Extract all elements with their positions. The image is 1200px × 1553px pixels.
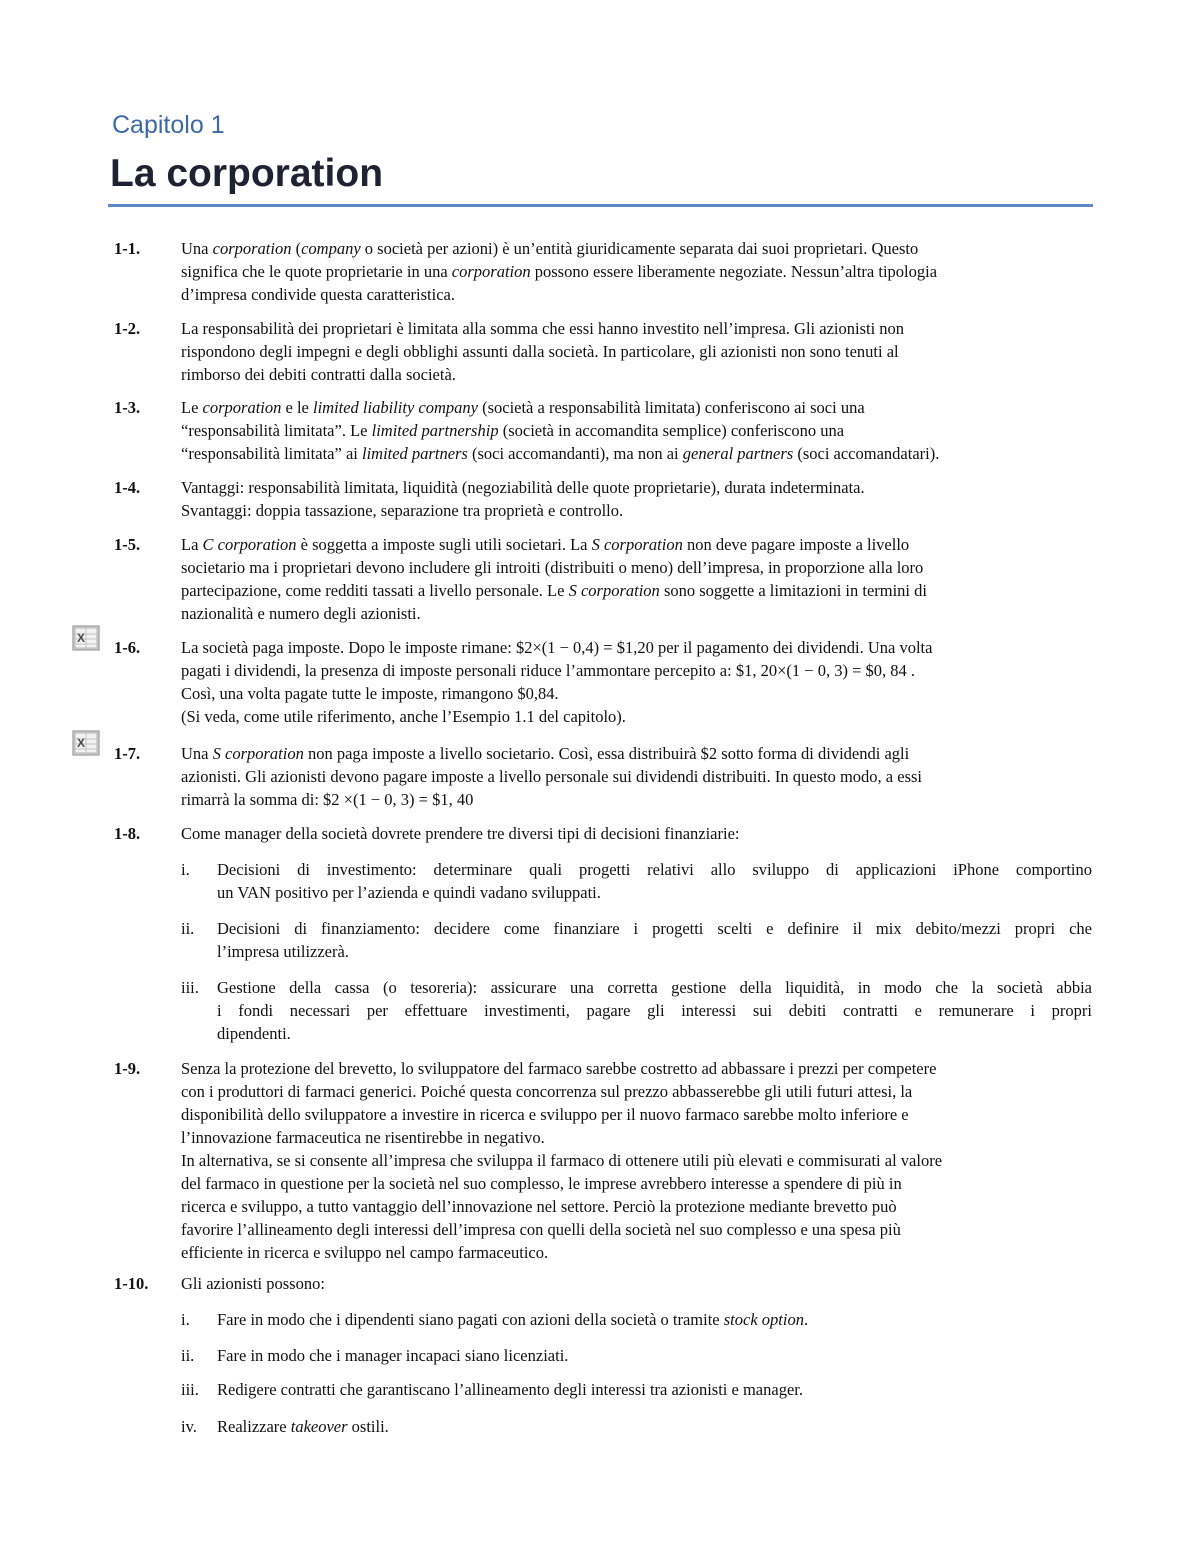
question-number: 1-8. (114, 824, 141, 843)
text-line (217, 1022, 1092, 1045)
text-run: rimborso dei debiti contratti dalla società. (181, 365, 456, 384)
list-marker: i. (181, 860, 190, 879)
text-run: nazionalità e numero degli azionisti. (181, 604, 421, 623)
chapter-label: Capitolo 1 (112, 111, 225, 139)
svg-text:X: X (77, 631, 86, 645)
italic-term: corporation (451, 262, 531, 281)
italic-term: limited partnership (371, 421, 499, 440)
text-run: Svantaggi: doppia tassazione, separazione tra proprietà e controllo. (181, 501, 624, 520)
text-run: Realizzare (217, 1417, 291, 1436)
italic-term: S corporation (568, 581, 660, 600)
text-line (181, 556, 1091, 579)
text-run: . (803, 1310, 809, 1329)
text-run: Fare in modo che i manager incapaci siano licenziati. (217, 1346, 569, 1365)
text-run: con i produttori di farmaci generici. Poiché questa concorrenza sul prezzo abbasserebbe gli utili futuri attesi, la (181, 1082, 913, 1101)
text-run: l’innovazione farmaceutica ne risentirebbe in negativo. (181, 1128, 545, 1147)
text-run: societario ma i proprietari devono includere gli introiti (distribuiti o meno) dell’impresa, in proporzione alla loro (181, 558, 924, 577)
chapter-title: La corporation (110, 152, 384, 195)
text-line (181, 1080, 1091, 1103)
list-item-text (217, 1308, 1092, 1331)
text-line (181, 499, 1091, 522)
text-run: (soci accomandatari). (793, 444, 940, 463)
text-run: è soggetta a imposte sugli utili societari. La (296, 535, 592, 554)
text-line (181, 1195, 1091, 1218)
text-line (181, 442, 1091, 465)
question-answer (181, 742, 1091, 811)
text-line (181, 340, 1091, 363)
text-run: La responsabilità dei proprietari è limitata alla somma che essi hanno investito nell’impresa. Gli azionisti non (181, 319, 905, 338)
text-line (217, 940, 1092, 963)
text-run: Redigere contratti che garantiscano l’allineamento degli interessi tra azionisti e manager. (217, 1380, 803, 1399)
text-run: Senza la protezione del brevetto, lo sviluppatore del farmaco sarebbe costretto ad abbassare i prezzi per competere (181, 1059, 937, 1078)
italic-term: takeover (290, 1417, 348, 1436)
text-line (181, 682, 1091, 705)
text-line (217, 1415, 1092, 1438)
text-run: o società per azioni) è un’entità giuridicamente separata dai suoi proprietari. Questo (360, 239, 919, 258)
question-answer (181, 476, 1091, 522)
list-marker: ii. (181, 919, 195, 938)
text-run: Gli azionisti possono: (181, 1274, 325, 1293)
italic-term: C corporation (202, 535, 297, 554)
text-run: pagati i dividendi, la presenza di imposte personali riduce l’ammontare percepito a: $1, 20×(1 − 0, 3) = $0, 84 . (181, 661, 916, 680)
text-run: Gestione della cassa (o tesoreria): assicurare una corretta gestione della liquidità, in modo che la società abbia (217, 978, 1092, 997)
text-run: “responsabilità limitata” ai (181, 444, 362, 463)
question-number: 1-2. (114, 319, 141, 338)
text-run: l’impresa utilizzerà. (217, 942, 349, 961)
text-line (181, 1057, 1091, 1080)
text-run: e le (281, 398, 313, 417)
question-number: 1-5. (114, 535, 141, 554)
text-run: possono essere liberamente negoziate. Nessun’altra tipologia (530, 262, 938, 281)
text-run: d’impresa condivide questa caratteristica. (181, 285, 455, 304)
question-answer (181, 822, 1091, 845)
italic-term: S corporation (212, 744, 304, 763)
italic-term: stock option (723, 1310, 804, 1329)
text-line (181, 1218, 1091, 1241)
text-run: Decisioni di finanziamento: decidere come finanziare i progetti scelti e definire il mix debito/mezzi propri che (217, 919, 1092, 938)
list-marker: iv. (181, 1417, 197, 1436)
question-number: 1-3. (114, 398, 141, 417)
text-line (217, 858, 1092, 881)
list-marker: iii. (181, 978, 199, 997)
svg-text:X: X (77, 736, 86, 750)
text-run: (soci accomandanti), ma non ai (467, 444, 683, 463)
question-answer (181, 533, 1091, 625)
question-answer (181, 1057, 1091, 1264)
list-marker: ii. (181, 1346, 195, 1365)
text-line (181, 1272, 1091, 1295)
text-line (181, 636, 1091, 659)
text-run: ricerca e sviluppo, a tutto vantaggio dell’innovazione nel settore. Perciò la protezione mediante brevetto può (181, 1197, 897, 1216)
question-number: 1-10. (114, 1274, 149, 1293)
text-run: In alternativa, se si consente all’impresa che sviluppa il farmaco di ottenere utili più elevati e commisurati al valore (181, 1151, 943, 1170)
italic-term: limited liability company (312, 398, 478, 417)
question-number: 1-9. (114, 1059, 141, 1078)
question-number: 1-7. (114, 744, 141, 763)
text-run: La società paga imposte. Dopo le imposte rimane: $2×(1 − 0,4) = $1,20 per il pagamento dei dividendi. Una volta (181, 638, 933, 657)
italic-term: corporation (202, 398, 282, 417)
text-line (181, 765, 1091, 788)
text-line (217, 917, 1092, 940)
question-number: 1-6. (114, 638, 141, 657)
text-line (181, 237, 1091, 260)
text-run: Vantaggi: responsabilità limitata, liquidità (negoziabilità delle quote proprietarie), durata indeterminata. (181, 478, 865, 497)
text-line (217, 881, 1092, 904)
text-run: rispondono degli impegni e degli obblighi assunti dalla società. In particolare, gli azionisti non sono tenuti al (181, 342, 899, 361)
text-line (181, 396, 1091, 419)
text-run: significa che le quote proprietarie in una (181, 262, 452, 281)
text-run: Una (181, 744, 213, 763)
text-line (181, 602, 1091, 625)
text-run: del farmaco in questione per la società nel suo complesso, le imprese avrebbero interesse a spendere di più in (181, 1174, 902, 1193)
text-run: Come manager della società dovrete prendere tre diversi tipi di decisioni finanziarie: (181, 824, 740, 843)
text-line (181, 1103, 1091, 1126)
text-run: partecipazione, come redditi tassati a livello personale. Le (181, 581, 569, 600)
text-run: i fondi necessari per effettuare investimenti, pagare gli interessi sui debiti contratti e remunerare i propri (217, 1001, 1092, 1020)
text-line (181, 419, 1091, 442)
text-run: (Si veda, come utile riferimento, anche l’Esempio 1.1 del capitolo). (181, 707, 626, 726)
list-marker: iii. (181, 1380, 199, 1399)
text-run: efficiente in ricerca e sviluppo nel campo farmaceutico. (181, 1243, 549, 1262)
text-line (181, 822, 1091, 845)
italic-term: general partners (682, 444, 794, 463)
text-line (181, 1126, 1091, 1149)
question-answer (181, 317, 1091, 386)
text-line (217, 1308, 1092, 1331)
text-line (181, 260, 1091, 283)
text-line (181, 1172, 1091, 1195)
list-item-text (217, 1378, 1092, 1401)
title-underline (108, 204, 1093, 207)
text-run: rimarrà la somma di: $2 ×(1 − 0, 3) = $1, 40 (181, 790, 474, 809)
excel-spreadsheet-icon[interactable] (72, 623, 102, 653)
text-line (217, 1344, 1092, 1367)
list-marker: i. (181, 1310, 190, 1329)
text-run: La (181, 535, 203, 554)
question-answer (181, 237, 1091, 306)
text-run: azionisti. Gli azionisti devono pagare imposte a livello personale sui dividendi distribuiti. In questo modo, a essi (181, 767, 922, 786)
italic-term: company (301, 239, 361, 258)
text-run: ( (291, 239, 302, 258)
question-number: 1-4. (114, 478, 141, 497)
text-line (217, 1378, 1092, 1401)
text-line (181, 579, 1091, 602)
text-run: un VAN positivo per l’azienda e quindi vadano sviluppati. (217, 883, 601, 902)
text-run: Decisioni di investimento: determinare quali progetti relativi allo sviluppo di applicazioni iPhone comportino (217, 860, 1092, 879)
italic-term: corporation (212, 239, 292, 258)
list-item-text (217, 917, 1092, 963)
text-line (217, 976, 1092, 999)
excel-spreadsheet-icon[interactable] (72, 728, 102, 758)
text-run: “responsabilità limitata”. Le (181, 421, 372, 440)
list-item-text (217, 1344, 1092, 1367)
text-line (181, 1241, 1091, 1264)
text-run: disponibilità dello sviluppatore a investire in ricerca e sviluppo per il nuovo farmaco sarebbe molto inferiore e (181, 1105, 909, 1124)
text-run: Così, una volta pagate tutte le imposte, rimangono $0,84. (181, 684, 559, 703)
text-line (181, 476, 1091, 499)
text-line (181, 317, 1091, 340)
text-run: sono soggette a limitazioni in termini di (659, 581, 927, 600)
text-run: Una (181, 239, 213, 258)
text-line (181, 659, 1091, 682)
text-line (181, 363, 1091, 386)
text-run: Fare in modo che i dipendenti siano pagati con azioni della società o tramite (217, 1310, 724, 1329)
text-run: non deve pagare imposte a livello (682, 535, 910, 554)
text-run: non paga imposte a livello societario. Così, essa distribuirà $2 sotto forma di dividendi agli (303, 744, 910, 763)
text-line (181, 533, 1091, 556)
question-number: 1-1. (114, 239, 141, 258)
question-answer (181, 636, 1091, 728)
text-line (181, 705, 1091, 728)
list-item-text (217, 858, 1092, 904)
text-run: dipendenti. (217, 1024, 291, 1043)
text-run: (società in accomandita semplice) conferiscono una (498, 421, 845, 440)
text-line (181, 742, 1091, 765)
list-item-text (217, 976, 1092, 1045)
text-line (181, 283, 1091, 306)
italic-term: S corporation (591, 535, 683, 554)
text-run: favorire l’allineamento degli interessi dell’impresa con quelli della società nel suo complesso e una spesa più (181, 1220, 901, 1239)
question-answer (181, 396, 1091, 465)
list-item-text (217, 1415, 1092, 1438)
text-line (181, 788, 1091, 811)
italic-term: limited partners (361, 444, 468, 463)
text-line (217, 999, 1092, 1022)
text-run: Le (181, 398, 203, 417)
text-run: (società a responsabilità limitata) conferiscono ai soci una (477, 398, 865, 417)
text-run: ostili. (347, 1417, 389, 1436)
text-line (181, 1149, 1091, 1172)
question-answer (181, 1272, 1091, 1295)
